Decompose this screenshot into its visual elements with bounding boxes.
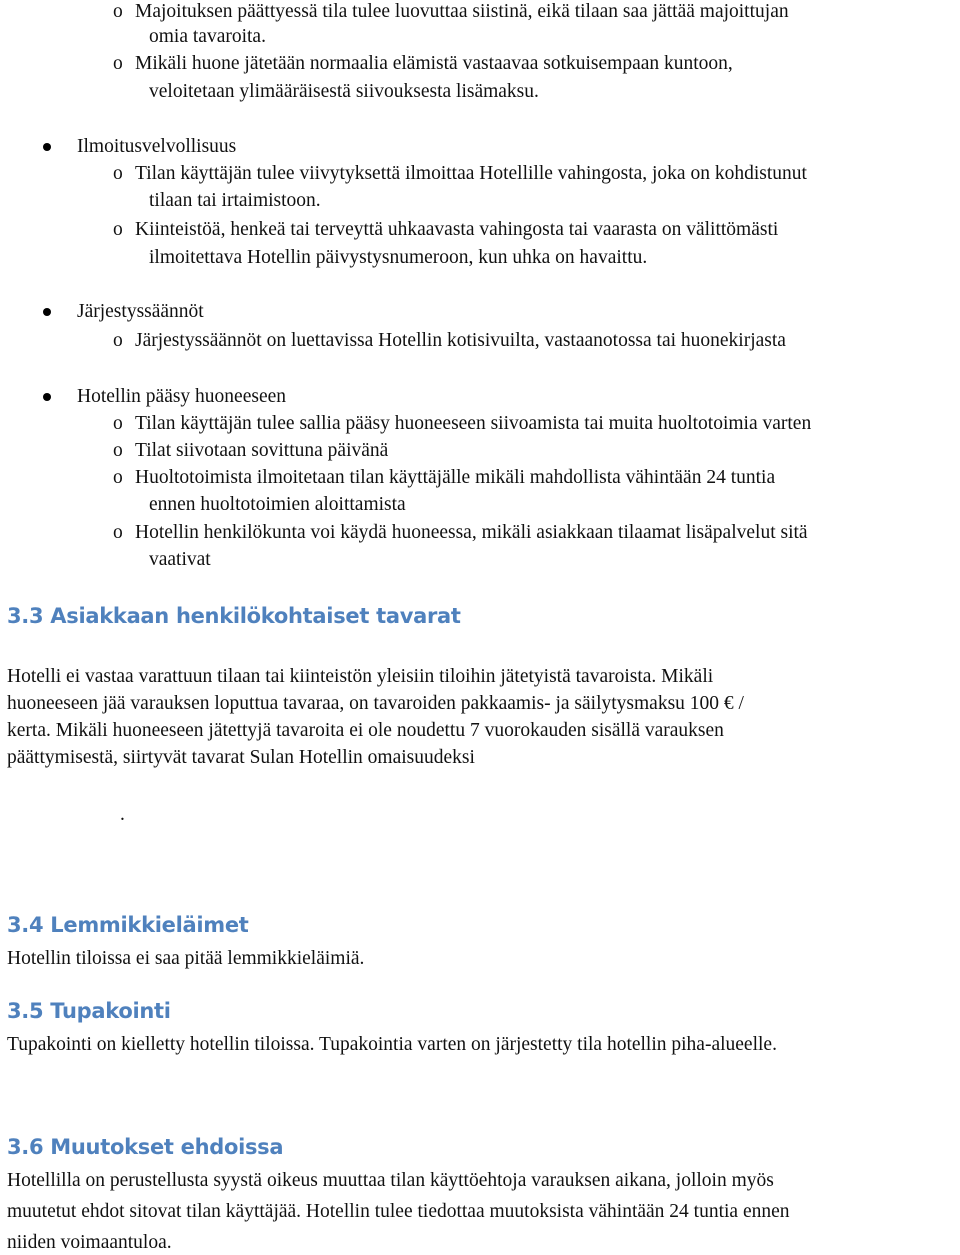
sub-bullet-marker: o <box>113 330 123 351</box>
sub-bullet-marker: o <box>113 522 123 543</box>
section-3-4-heading: 3.4 Lemmikkieläimet <box>7 913 249 937</box>
section-3-6-heading: 3.6 Muutokset ehdoissa <box>7 1135 284 1159</box>
sub-bullet-marker: o <box>113 440 123 461</box>
bullet-icon <box>43 308 51 316</box>
sub-bullet-marker: o <box>113 53 123 74</box>
section-3-3-line-1: Hotelli ei vastaa varattuun tilaan tai kiinteistön yleisiin tiloihin jätetyistä tavaroista. Mikäli <box>7 666 714 687</box>
sub-bullet-marker: o <box>113 163 123 184</box>
section-3-4-line-1: Hotellin tiloissa ei saa pitää lemmikkieläimiä. <box>7 948 365 969</box>
ilmoitus-item-2-line-2: ilmoitettava Hotellin päivystysnumeroon, kun uhka on havaittu. <box>149 247 648 268</box>
section-3-3-line-2: huoneeseen jää varauksen loputtua tavaraa, on tavaroiden pakkaamis- ja säilytysmaksu 100 € / <box>7 693 744 714</box>
intro-item-2-line-1: Mikäli huone jätetään normaalia elämistä vastaavaa sotkuisempaan kuntoon, <box>135 53 733 74</box>
jarjestys-item-1: Järjestyssäännöt on luettavissa Hotellin kotisivuilta, vastaanotossa tai huonekirjasta <box>135 330 786 351</box>
ilmoitus-title: Ilmoitusvelvollisuus <box>77 136 237 157</box>
section-3-3-line-3: kerta. Mikäli huoneeseen jätettyjä tavaroita ei ole noudettu 7 vuorokauden sisällä varauksen <box>7 720 724 741</box>
paasy-item-2: Tilat siivotaan sovittuna päivänä <box>135 440 389 461</box>
paasy-item-3-line-1: Huoltotoimista ilmoitetaan tilan käyttäjälle mikäli mahdollista vähintään 24 tuntia <box>135 467 776 488</box>
jarjestys-title: Järjestyssäännöt <box>77 301 204 322</box>
intro-item-2-line-2: veloitetaan ylimääräisestä siivouksesta lisämaksu. <box>149 81 539 102</box>
section-3-3-line-4: päättymisestä, siirtyvät tavarat Sulan Hotellin omaisuudeksi <box>7 747 475 768</box>
ilmoitus-item-1-line-2: tilaan tai irtaimistoon. <box>149 190 321 211</box>
section-3-5-line-1: Tupakointi on kielletty hotellin tiloissa. Tupakointia varten on järjestetty tila hotellin piha-alueelle. <box>7 1034 777 1055</box>
bullet-icon <box>43 143 51 151</box>
paasy-item-3-line-2: ennen huoltotoimien aloittamista <box>149 494 406 515</box>
ilmoitus-item-1-line-1: Tilan käyttäjän tulee viivytyksettä ilmoittaa Hotellille vahingosta, joka on kohdistunut <box>135 163 807 184</box>
section-3-6-line-3: niiden voimaantuloa. <box>7 1232 172 1253</box>
intro-item-1-line-1: Majoituksen päättyessä tila tulee luovuttaa siistinä, eikä tilaan saa jättää majoittujan <box>135 1 789 22</box>
section-3-6-line-1: Hotellilla on perustellusta syystä oikeus muuttaa tilan käyttöehtoja varauksen aikana, jolloin myös <box>7 1170 774 1191</box>
sub-bullet-marker: o <box>113 219 123 240</box>
paasy-item-4-line-1: Hotellin henkilökunta voi käydä huoneessa, mikäli asiakkaan tilaamat lisäpalvelut sitä <box>135 522 808 543</box>
section-3-6-line-2: muutetut ehdot sitovat tilan käyttäjää. Hotellin tulee tiedottaa muutoksista vähintään 24 tuntia ennen <box>7 1201 790 1222</box>
bullet-icon <box>43 393 51 401</box>
section-3-3-heading: 3.3 Asiakkaan henkilökohtaiset tavarat <box>7 604 461 628</box>
sub-bullet-marker: o <box>113 467 123 488</box>
paasy-title: Hotellin pääsy huoneeseen <box>77 386 287 407</box>
stray-period: . <box>120 804 125 825</box>
paasy-item-1: Tilan käyttäjän tulee sallia pääsy huoneeseen siivoamista tai muita huoltotoimia varten <box>135 413 812 434</box>
section-3-5-heading: 3.5 Tupakointi <box>7 999 171 1023</box>
ilmoitus-item-2-line-1: Kiinteistöä, henkeä tai terveyttä uhkaavasta vahingosta tai vaarasta on välittömästi <box>135 219 779 240</box>
sub-bullet-marker: o <box>113 1 123 22</box>
intro-item-1-line-2: omia tavaroita. <box>149 26 266 47</box>
paasy-item-4-line-2: vaativat <box>149 549 211 570</box>
sub-bullet-marker: o <box>113 413 123 434</box>
